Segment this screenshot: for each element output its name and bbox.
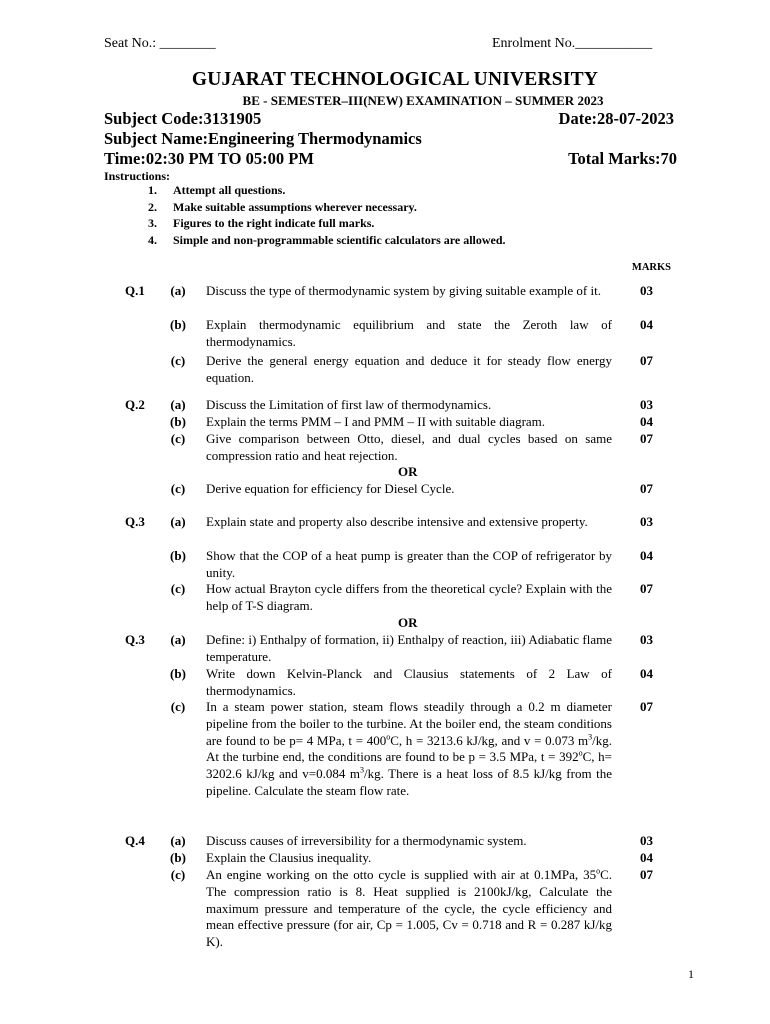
question-number: Q.4 xyxy=(125,833,145,848)
question-text: An engine working on the otto cycle is supplied with air at 0.1MPa, 35$^o$C. The compression ratio is 8. Heat supplied is 2100kJ/kg, Calculate the maximum pressure and temperature of the cycle, the cycle efficiency and mean effective pressure (for air, Cp = 1.005, Cv = 0.718 and R = 0.287 kJ/kg K). xyxy=(206,866,612,950)
question-number: Q.3 xyxy=(125,514,145,529)
page-number: 1 xyxy=(688,967,694,981)
question-marks: 04 xyxy=(640,666,653,681)
exam-time: Time:02:30 PM TO 05:00 PM xyxy=(104,149,314,168)
question-marks: 07 xyxy=(640,581,653,596)
question-marks: 07 xyxy=(640,481,653,496)
question-text: Explain thermodynamic equilibrium and state the Zeroth law of thermodynamics. xyxy=(206,317,612,349)
instruction-item xyxy=(148,215,506,232)
question-text: Define: i) Enthalpy of formation, ii) Enthalpy of reaction, iii) Adiabatic flame temperature. xyxy=(206,632,612,664)
question-text: Explain the terms PMM – I and PMM – II with suitable diagram. xyxy=(206,414,546,429)
question-marks: 04 xyxy=(640,850,653,865)
part-label: (c) xyxy=(170,481,186,496)
enrolment-number-field: Enrolment No.___________ xyxy=(492,36,653,51)
question-text: Show that the COP of a heat pump is greater than the COP of refrigerator by unity. xyxy=(206,548,612,580)
question-text: How actual Brayton cycle differs from the theoretical cycle? Explain with the help of T-S diagram. xyxy=(206,581,612,613)
question-text: Explain state and property also describe intensive and extensive property. xyxy=(206,514,588,529)
or-separator: OR xyxy=(398,464,418,479)
part-label: (b) xyxy=(170,317,186,332)
part-label: (a) xyxy=(170,632,186,647)
part-label: (c) xyxy=(170,581,186,596)
question-text: Discuss the type of thermodynamic system by giving suitable example of it. xyxy=(206,283,601,298)
instruction-text: Attempt all questions. xyxy=(173,183,286,197)
part-label: (b) xyxy=(170,414,186,429)
question-marks: 03 xyxy=(640,283,653,298)
question-text: Give comparison between Otto, diesel, and dual cycles based on same compression ratio and heat rejection. xyxy=(206,431,612,463)
question-marks: 07 xyxy=(640,431,653,446)
question-marks: 04 xyxy=(640,414,653,429)
instruction-text: Make suitable assumptions wherever necessary. xyxy=(173,199,417,214)
instruction-number: 4. xyxy=(148,232,157,247)
question-marks: 03 xyxy=(640,514,653,529)
question-marks: 07 xyxy=(640,353,653,368)
part-label: (a) xyxy=(170,514,186,529)
question-marks: 03 xyxy=(640,632,653,647)
instruction-item xyxy=(148,182,506,199)
instruction-text: Figures to the right indicate full marks. xyxy=(173,216,375,230)
part-label: (c) xyxy=(170,867,186,882)
question-number: Q.1 xyxy=(125,283,145,298)
part-label: (c) xyxy=(170,353,186,368)
subject-code: Subject Code:3131905 xyxy=(104,109,262,128)
instructions-label: Instructions: xyxy=(104,169,171,183)
marks-column-header: MARKS xyxy=(631,262,671,273)
part-label: (b) xyxy=(170,850,186,865)
question-marks: 07 xyxy=(640,699,653,714)
instruction-number: 1. xyxy=(148,183,157,197)
question-number: Q.3 xyxy=(125,632,145,647)
part-label: (c) xyxy=(170,699,186,714)
exam-title: BE - SEMESTER–III(NEW) EXAMINATION – SUMMER 2023 xyxy=(242,93,604,108)
part-label: (c) xyxy=(170,431,186,446)
part-label: (a) xyxy=(170,397,186,412)
total-marks: Total Marks:70 xyxy=(568,149,677,168)
university-title: GUJARAT TECHNOLOGICAL UNIVERSITY xyxy=(191,69,599,90)
instruction-number: 2. xyxy=(148,199,157,214)
instruction-text: Simple and non-programmable scientific calculators are allowed. xyxy=(173,232,506,247)
question-text: Write down Kelvin-Planck and Clausius statements of 2 Law of thermodynamics. xyxy=(206,666,612,698)
instruction-item xyxy=(148,232,506,249)
part-label: (a) xyxy=(170,283,186,298)
instructions-list xyxy=(148,182,506,248)
question-marks: 04 xyxy=(640,317,653,332)
question-text: In a steam power station, steam flows steadily through a 0.2 m diameter pipeline from the boiler to the turbine. At the boiler end, the steam conditions are found to be p= 4 MPa, $t = 400^oC$, h = 3213.6 kJ/kg, and v = 0.073 $m^3/kg$. At the turbine end, the conditions are found to be p = 3.5 MPa, $t = 392^oC$, h= 3202.6 kJ/kg and v=0.084 $m^3/kg$. There is a heat loss of 8.5 kJ/kg from the pipeline. Calculate the steam flow rate. xyxy=(206,699,612,798)
subject-name: Subject Name:Engineering Thermodynamics xyxy=(104,129,422,148)
question-marks: 03 xyxy=(640,397,653,412)
or-separator: OR xyxy=(398,615,418,630)
question-marks: 03 xyxy=(640,833,653,848)
seat-number-field: Seat No.: ________ xyxy=(104,36,216,51)
part-label: (a) xyxy=(170,833,186,848)
question-text: Explain the Clausius inequality. xyxy=(206,850,372,865)
exam-date: Date:28-07-2023 xyxy=(558,109,674,128)
part-label: (b) xyxy=(170,666,186,681)
instruction-number: 3. xyxy=(148,216,157,230)
part-label: (b) xyxy=(170,548,186,563)
question-text: Derive the general energy equation and deduce it for steady flow energy equation. xyxy=(206,353,612,385)
question-marks: 07 xyxy=(640,867,653,882)
question-marks: 04 xyxy=(640,548,653,563)
instruction-item xyxy=(148,199,506,216)
question-text: Discuss causes of irreversibility for a thermodynamic system. xyxy=(206,833,527,848)
question-text: Derive equation for efficiency for Diesel Cycle. xyxy=(206,481,455,496)
question-text: Discuss the Limitation of first law of thermodynamics. xyxy=(206,397,492,412)
question-number: Q.2 xyxy=(125,397,145,412)
